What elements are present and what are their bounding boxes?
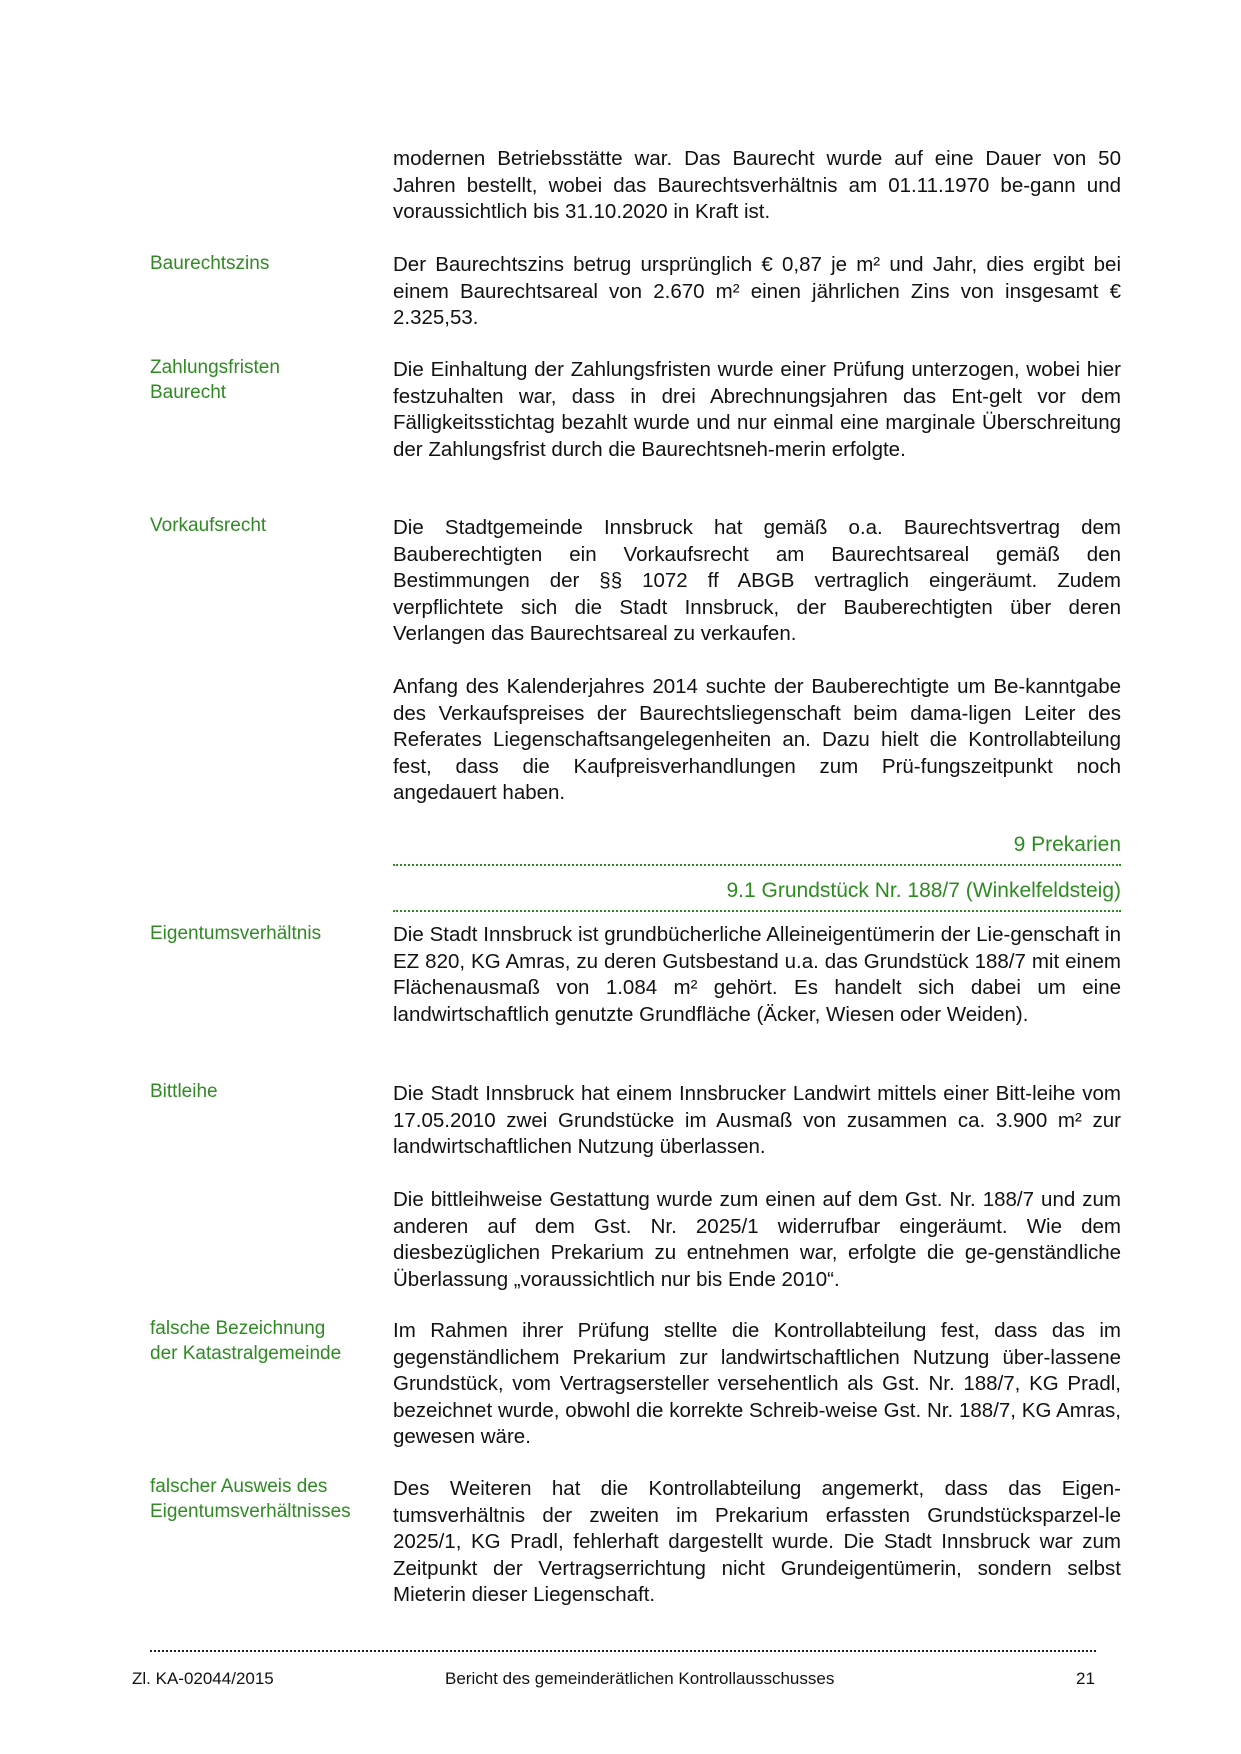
margin-note-line: Zahlungsfristen [150, 357, 280, 378]
margin-note-bittleihe [150, 1080, 380, 1105]
margin-note-falscher-ausweis [150, 1475, 380, 1524]
paragraph-vorkaufsrecht: Die Stadtgemeinde Innsbruck hat gemäß o.a. Baurechtsvertrag dem Bauberechtigten ein Vorkaufsrecht am Baurechtsareal gemäß den Bestimmungen der §§ 1072 ff ABGB vertraglich eingeräumt. Zudem verpflichtete sich die Stadt Innsbruck, der Bauberechtigten über deren Verlangen das Baurechtsareal zu verkaufen. [393, 516, 1121, 645]
margin-note-line: Eigentumsverhältnisses [150, 1500, 351, 1522]
margin-note-line: falscher Ausweis des [150, 1476, 328, 1497]
margin-note-baurechtszins [150, 252, 380, 277]
footer-divider [150, 1650, 1096, 1652]
margin-note-falsche-bezeichnung [150, 1317, 380, 1366]
margin-note-line: Baurecht [150, 381, 227, 403]
paragraph-falsche-bezeichnung: Im Rahmen ihrer Prüfung stellte die Kontrollabteilung fest, dass das im gegenständlichem Prekarium zur landwirtschaftlichen Nutzung über-lassene Grundstück, vom Vertragsersteller versehentlich als Gst. Nr. 188/7, KG Pradl, bezeichnet wurde, obwohl die korrekte Schreib-weise Gst. Nr. 188/7, KG Amras, gewesen wäre. [393, 1319, 1121, 1448]
section-heading-9: 9 Prekarien [1013, 833, 1121, 856]
margin-note-text: Baurechtszins [150, 253, 270, 274]
paragraph-zahlungsfristen: Die Einhaltung der Zahlungsfristen wurde einer Prüfung unterzogen, wobei hier festzuhalten war, dass in drei Abrechnungsjahren das Ent-gelt vor dem Fälligkeitsstichtag bezahlt wurde und nur einmal eine marginale Überschreitung der Zahlungsfrist durch die Baurechtsneh-merin erfolgte. [393, 358, 1121, 461]
page-number: 21 [1076, 1669, 1095, 1688]
margin-note-zahlungsfristen [150, 356, 380, 405]
section-heading-9-1: 9.1 Grundstück Nr. 188/7 (Winkelfeldsteig) [726, 879, 1121, 902]
heading-divider [393, 910, 1121, 912]
paragraph-gestattung: Die bittleihweise Gestattung wurde zum einen auf dem Gst. Nr. 188/7 und zum anderen auf dem Gst. Nr. 2025/1 widerrufbar eingeräumt. Wie dem diesbezüglichen Prekarium zu entnehmen war, erfolgte die ge-genständliche Überlassung „voraussichtlich nur bis Ende 2010“. [393, 1188, 1121, 1291]
margin-note-text: Vorkaufsrecht [150, 515, 267, 536]
margin-note-text: Bittleihe [150, 1081, 218, 1102]
paragraph-kaufpreis: Anfang des Kalenderjahres 2014 suchte der Bauberechtigte um Be-kanntgabe des Verkaufspreises der Baurechtsliegenschaft beim dama-ligen Leiter des Referates Liegenschaftsangelegenheiten an. Dazu hielt die Kontrollabteilung fest, dass die Kaufpreisverhandlungen zum Prü-fungszeitpunkt noch angedauert haben. [393, 675, 1121, 804]
paragraph-falscher-ausweis: Des Weiteren hat die Kontrollabteilung angemerkt, dass das Eigen-tumsverhältnis der zweiten im Prekarium erfassten Grundstücksparzel-le 2025/1, KG Pradl, fehlerhaft dargestellt wurde. Die Stadt Innsbruck war zum Zeitpunkt der Vertragserrichtung nicht Grundeigentümerin, sondern selbst Mieterin dieser Liegenschaft. [393, 1477, 1121, 1606]
paragraph-bittleihe: Die Stadt Innsbruck hat einem Innsbrucker Landwirt mittels einer Bitt-leihe vom 17.05.2010 zwei Grundstücke im Ausmaß von zusammen ca. 3.900 m² zur landwirtschaftlichen Nutzung überlassen. [393, 1082, 1121, 1158]
paragraph-eigentum: Die Stadt Innsbruck ist grundbücherliche Alleineigentümerin der Lie-genschaft in EZ 820, KG Amras, zu deren Gutsbestand u.a. das Grundstück 188/7 mit einem Flächenausmaß von 1.084 m² gehört. Es handelt sich dabei um eine landwirtschaftlich genutzte Grundfläche (Äcker, Wiesen oder Weiden). [393, 923, 1121, 1026]
margin-note-vorkaufsrecht [150, 514, 380, 539]
margin-note-text: Eigentumsverhältnis [150, 923, 322, 944]
margin-note-eigentumsverhaeltnis [150, 922, 380, 947]
footer-title: Bericht des gemeinderätlichen Kontrollausschusses [445, 1669, 835, 1688]
paragraph-baurecht-dauer: modernen Betriebsstätte war. Das Baurecht wurde auf eine Dauer von 50 Jahren bestellt, wobei das Baurechtsverhältnis am 01.11.1970 be-gann und voraussichtlich bis 31.10.2020 in Kraft ist. [393, 147, 1121, 223]
heading-divider [393, 864, 1121, 866]
footer-reference: Zl. KA-02044/2015 [132, 1669, 274, 1688]
margin-note-line: falsche Bezeichnung [150, 1318, 326, 1339]
paragraph-baurechtszins: Der Baurechtszins betrug ursprünglich € 0,87 je m² und Jahr, dies ergibt bei einem Baurechtsareal von 2.670 m² einen jährlichen Zins von insgesamt € 2.325,53. [393, 253, 1121, 329]
margin-note-line: der Katastralgemeinde [150, 1342, 342, 1364]
